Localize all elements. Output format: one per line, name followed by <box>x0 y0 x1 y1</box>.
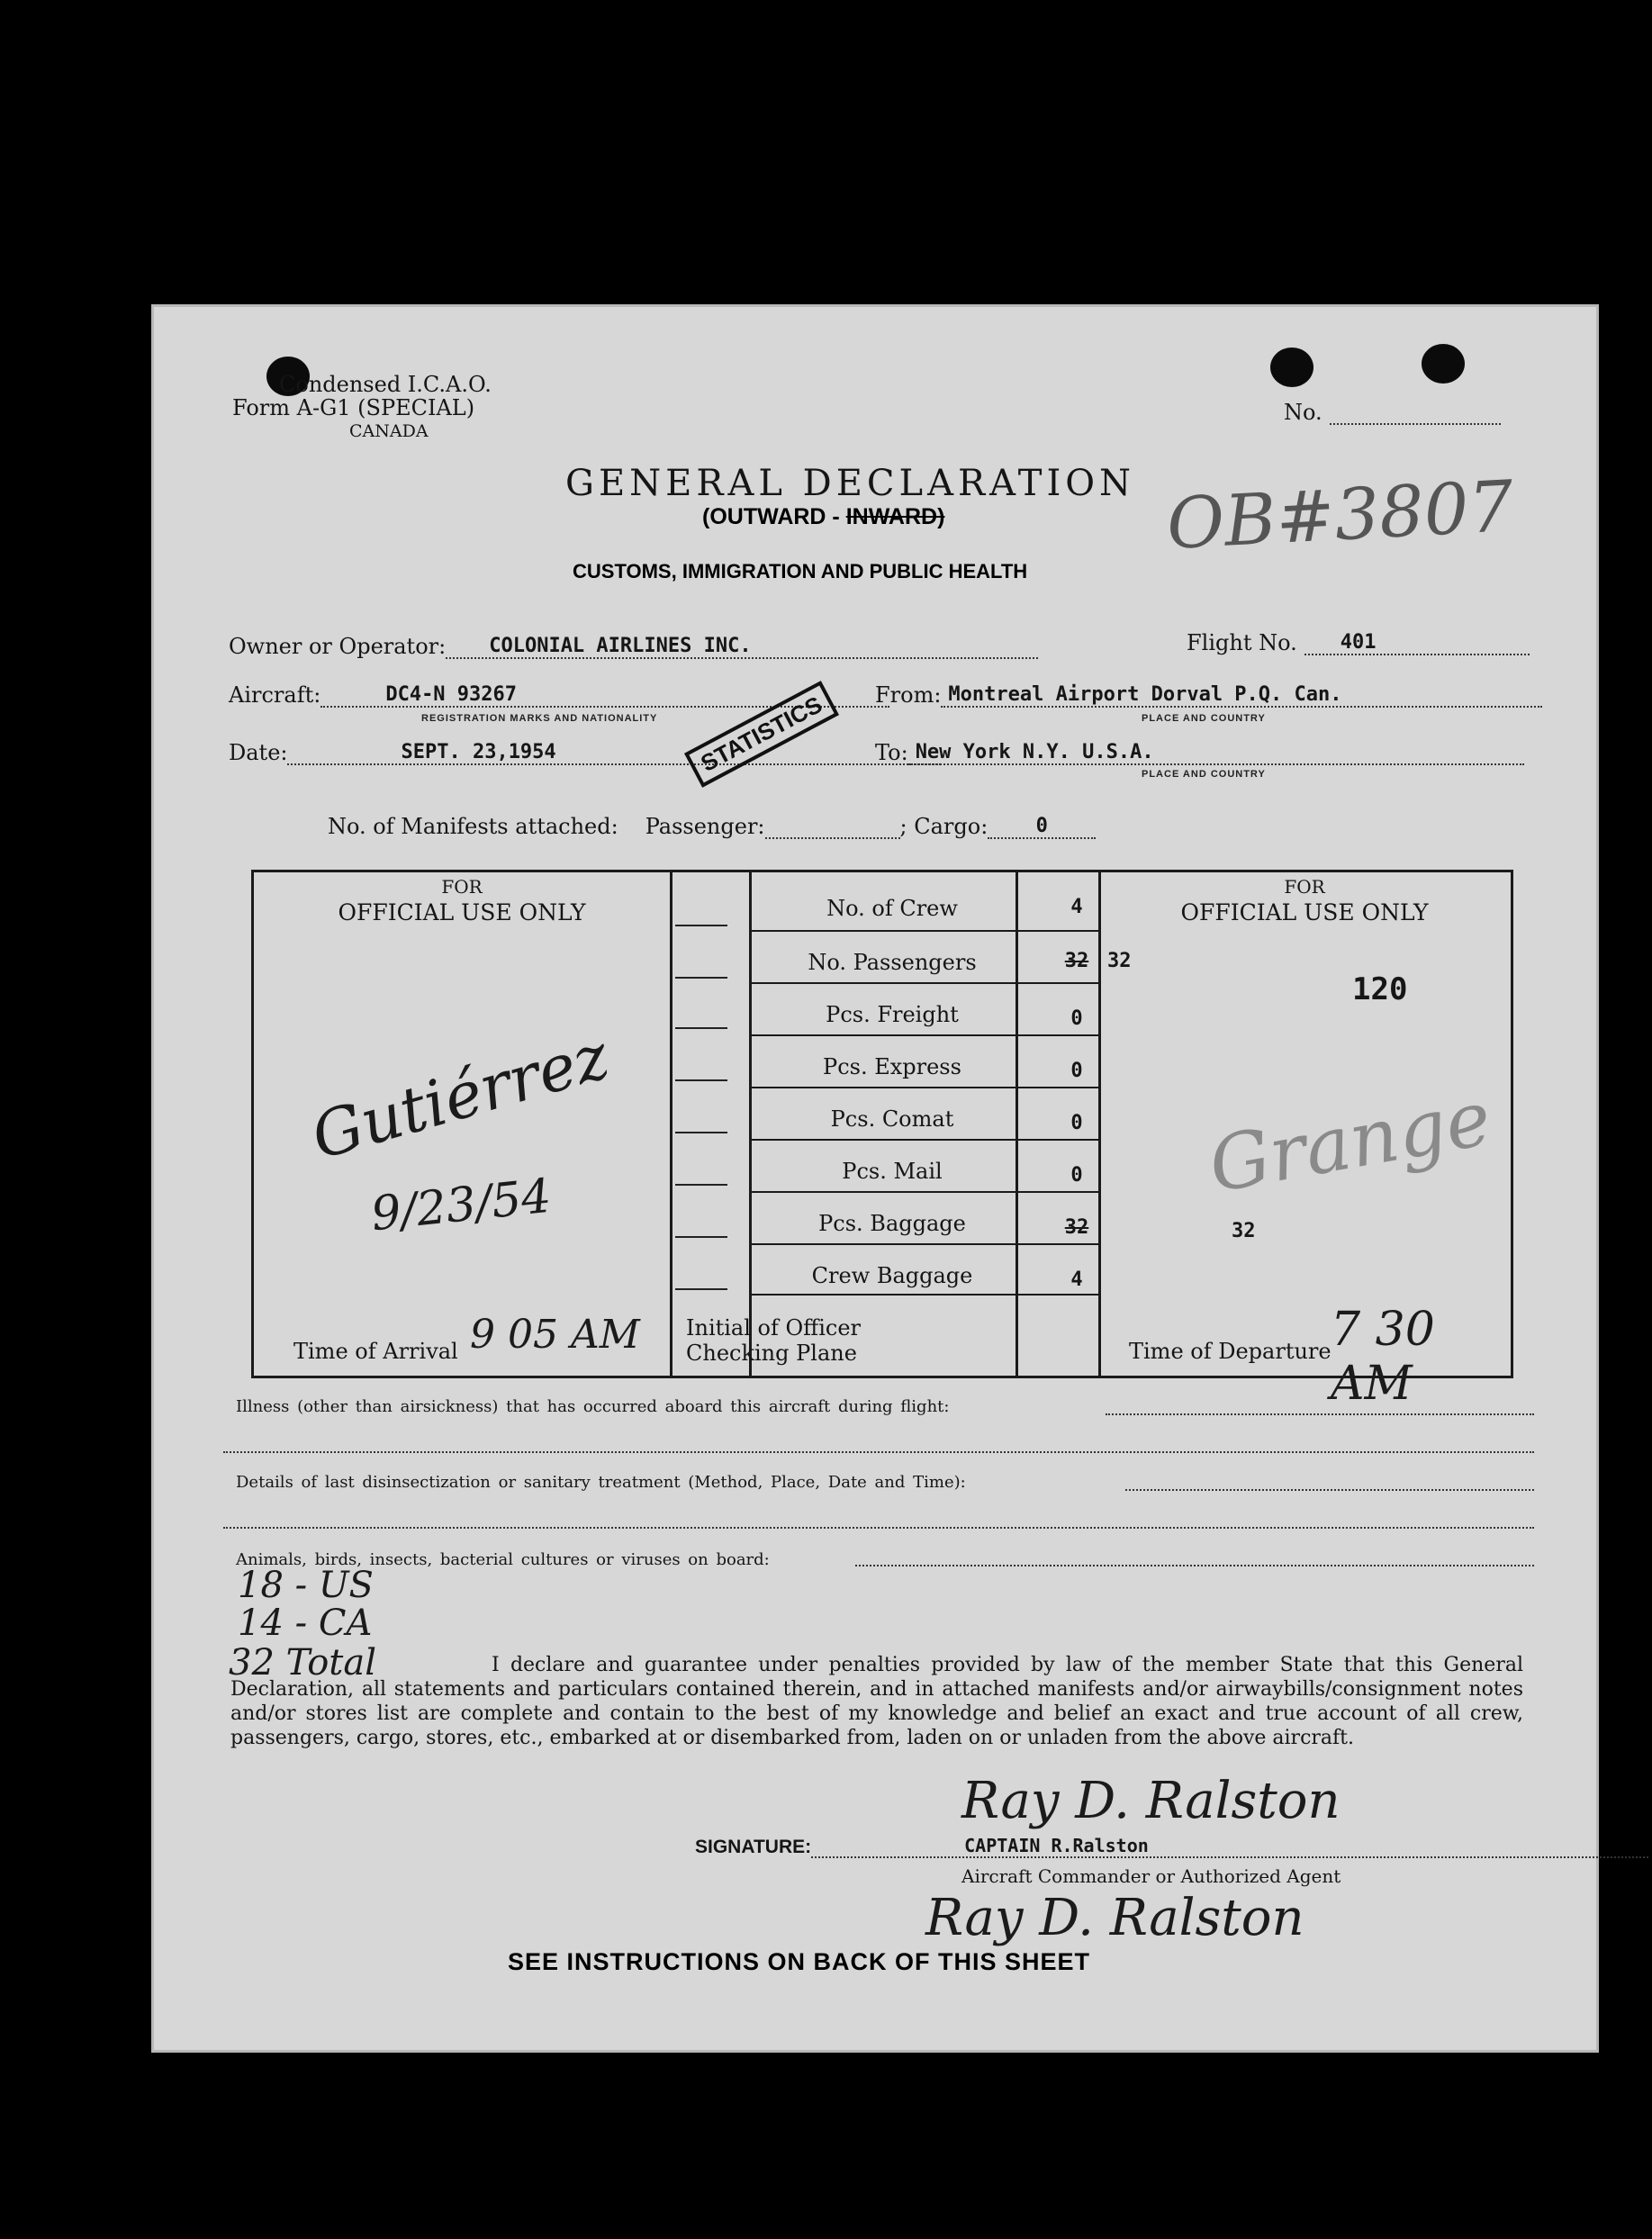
illness-line-1 <box>1106 1413 1534 1415</box>
row-label-baggage: Pcs. Baggage <box>818 1211 966 1236</box>
from-label: From: <box>875 682 942 708</box>
flight-value: 401 <box>1304 631 1530 655</box>
row-label-crew-baggage: Crew Baggage <box>811 1263 973 1288</box>
subtitle-inward: INWARD) <box>845 504 945 529</box>
aircraft-value: DC4-N 93267 <box>320 683 889 708</box>
file-number: OB#3807 <box>1164 465 1516 566</box>
footer-instructions: SEE INSTRUCTIONS ON BACK OF THIS SHEET <box>508 1948 1091 1975</box>
row-value-passengers: 32 <box>1064 950 1089 972</box>
initial-label-1: Initial of Officer <box>686 1315 862 1341</box>
official-right-heading: OFFICIAL USE ONLY <box>1180 899 1429 925</box>
statistics-stamp: STATISTICS <box>684 681 839 788</box>
owner-value: COLONIAL AIRLINES INC. <box>446 635 1038 659</box>
aircraft-caption: REGISTRATION MARKS AND NATIONALITY <box>421 713 658 724</box>
official-number: 120 <box>1352 971 1408 1007</box>
date-field <box>229 740 941 765</box>
header-line-3: CANADA <box>349 421 429 441</box>
row-label-comat: Pcs. Comat <box>830 1106 954 1132</box>
row-value-freight: 0 <box>1070 1007 1083 1030</box>
disinsect-line-1 <box>1125 1489 1534 1491</box>
declaration-sheet <box>151 304 1599 2053</box>
from-caption: PLACE AND COUNTRY <box>1142 713 1266 724</box>
animals-line <box>855 1565 1534 1566</box>
row-value-crew-baggage: 4 <box>1070 1268 1083 1291</box>
row-label-passengers: No. Passengers <box>808 950 977 975</box>
manifests-label: No. of Manifests attached: <box>328 814 618 839</box>
right-official-signature: Grange <box>1202 1073 1498 1210</box>
flight-field <box>1187 630 1530 655</box>
illness-label: Illness (other than airsickness) that has occurred aboard this aircraft during flight: <box>236 1397 950 1416</box>
hand-note-1: 18 - US <box>238 1565 374 1606</box>
cargo-manifest-value: 0 <box>988 815 1096 839</box>
signature-typed-name: CAPTAIN R.Ralston <box>811 1835 1648 1858</box>
to-field <box>875 740 1524 765</box>
signature-field <box>695 1835 1648 1858</box>
official-left-heading: OFFICIAL USE ONLY <box>338 899 586 925</box>
official-right-for: FOR <box>1284 876 1325 898</box>
row-label-crew: No. of Crew <box>826 896 958 921</box>
illness-line-2 <box>223 1451 1534 1453</box>
left-official-signature: Gutiérrez <box>303 1018 617 1175</box>
to-caption: PLACE AND COUNTRY <box>1142 769 1266 780</box>
form-title: GENERAL DECLARATION <box>565 463 1136 504</box>
animals-label: Animals, birds, insects, bacterial cultures or viruses on board: <box>236 1550 770 1569</box>
form-subtitle <box>702 504 944 530</box>
punch-hole <box>1270 348 1313 387</box>
hand-note-2: 14 - CA <box>238 1603 373 1644</box>
signature-label: SIGNATURE: <box>695 1837 812 1857</box>
row-value-crew: 4 <box>1070 896 1083 918</box>
departure-label: Time of Departure <box>1129 1339 1332 1364</box>
declaration-statement: I declare and guarantee under penalties provided by law of the member State that this General Declaration, all statements and particulars contained therein, and in attached manifests and/or airwaybills/consignment notes and/or stores list are complete and contain to the best of my knowledge and belief an exact and true account of all crew, passengers, cargo, stores, etc., embarked at or disembarked from, laden on or unladen from the above aircraft. <box>230 1654 1523 1749</box>
row-value-express: 0 <box>1070 1060 1083 1082</box>
owner-field <box>229 634 1038 659</box>
header-line-2: Form A-G1 (SPECIAL) <box>232 395 475 420</box>
from-value: Montreal Airport Dorval P.Q. Can. <box>941 683 1542 708</box>
form-number-line <box>1330 400 1501 425</box>
official-left-for: FOR <box>441 876 483 898</box>
passengers-correction: 32 <box>1107 950 1132 972</box>
row-value-comat: 0 <box>1070 1112 1083 1134</box>
passenger-manifest-label: Passenger: <box>645 814 765 839</box>
row-label-mail: Pcs. Mail <box>842 1159 943 1184</box>
from-field <box>875 682 1542 708</box>
hand-note-3: 32 Total <box>229 1642 376 1684</box>
disinsect-line-2 <box>223 1527 1534 1529</box>
date-label: Date: <box>229 740 288 765</box>
punch-hole <box>1422 344 1465 384</box>
passenger-manifest-line <box>765 837 900 839</box>
aircraft-label: Aircraft: <box>229 682 321 708</box>
disinsect-label: Details of last disinsectization or sanitary treatment (Method, Place, Date and Time): <box>236 1473 966 1492</box>
arrival-value: 9 05 AM <box>470 1312 640 1358</box>
date-value: SEPT. 23,1954 <box>287 741 941 765</box>
row-value-mail: 0 <box>1070 1164 1083 1187</box>
left-official-date: 9/23/54 <box>368 1169 555 1242</box>
departure-value: 7 30 AM <box>1331 1303 1435 1411</box>
baggage-correction: 32 <box>1232 1220 1256 1242</box>
initial-label-2: Checking Plane <box>686 1341 857 1366</box>
cargo-manifest-label: ; Cargo: <box>899 814 988 839</box>
signature-handwritten: Ray D. Ralston <box>961 1772 1341 1830</box>
row-label-freight: Pcs. Freight <box>826 1002 959 1027</box>
flight-label: Flight No. <box>1187 630 1297 655</box>
second-signature: Ray D. Ralston <box>925 1889 1304 1947</box>
to-label: To: <box>875 740 908 765</box>
form-number-field <box>1284 400 1501 425</box>
header-line-1: Condensed I.C.A.O. <box>279 372 492 397</box>
row-label-express: Pcs. Express <box>823 1054 961 1079</box>
manifests-field <box>328 814 1096 839</box>
form-number-label: No. <box>1284 400 1323 425</box>
section-title: CUSTOMS, IMMIGRATION AND PUBLIC HEALTH <box>573 560 1028 582</box>
arrival-label: Time of Arrival <box>293 1339 458 1364</box>
owner-label: Owner or Operator: <box>229 634 447 659</box>
to-value: New York N.Y. U.S.A. <box>908 741 1524 765</box>
row-value-baggage: 32 <box>1064 1216 1089 1239</box>
form-origin <box>232 373 492 443</box>
subtitle-outward: (OUTWARD - <box>702 504 840 529</box>
signature-caption: Aircraft Commander or Authorized Agent <box>961 1865 1341 1887</box>
